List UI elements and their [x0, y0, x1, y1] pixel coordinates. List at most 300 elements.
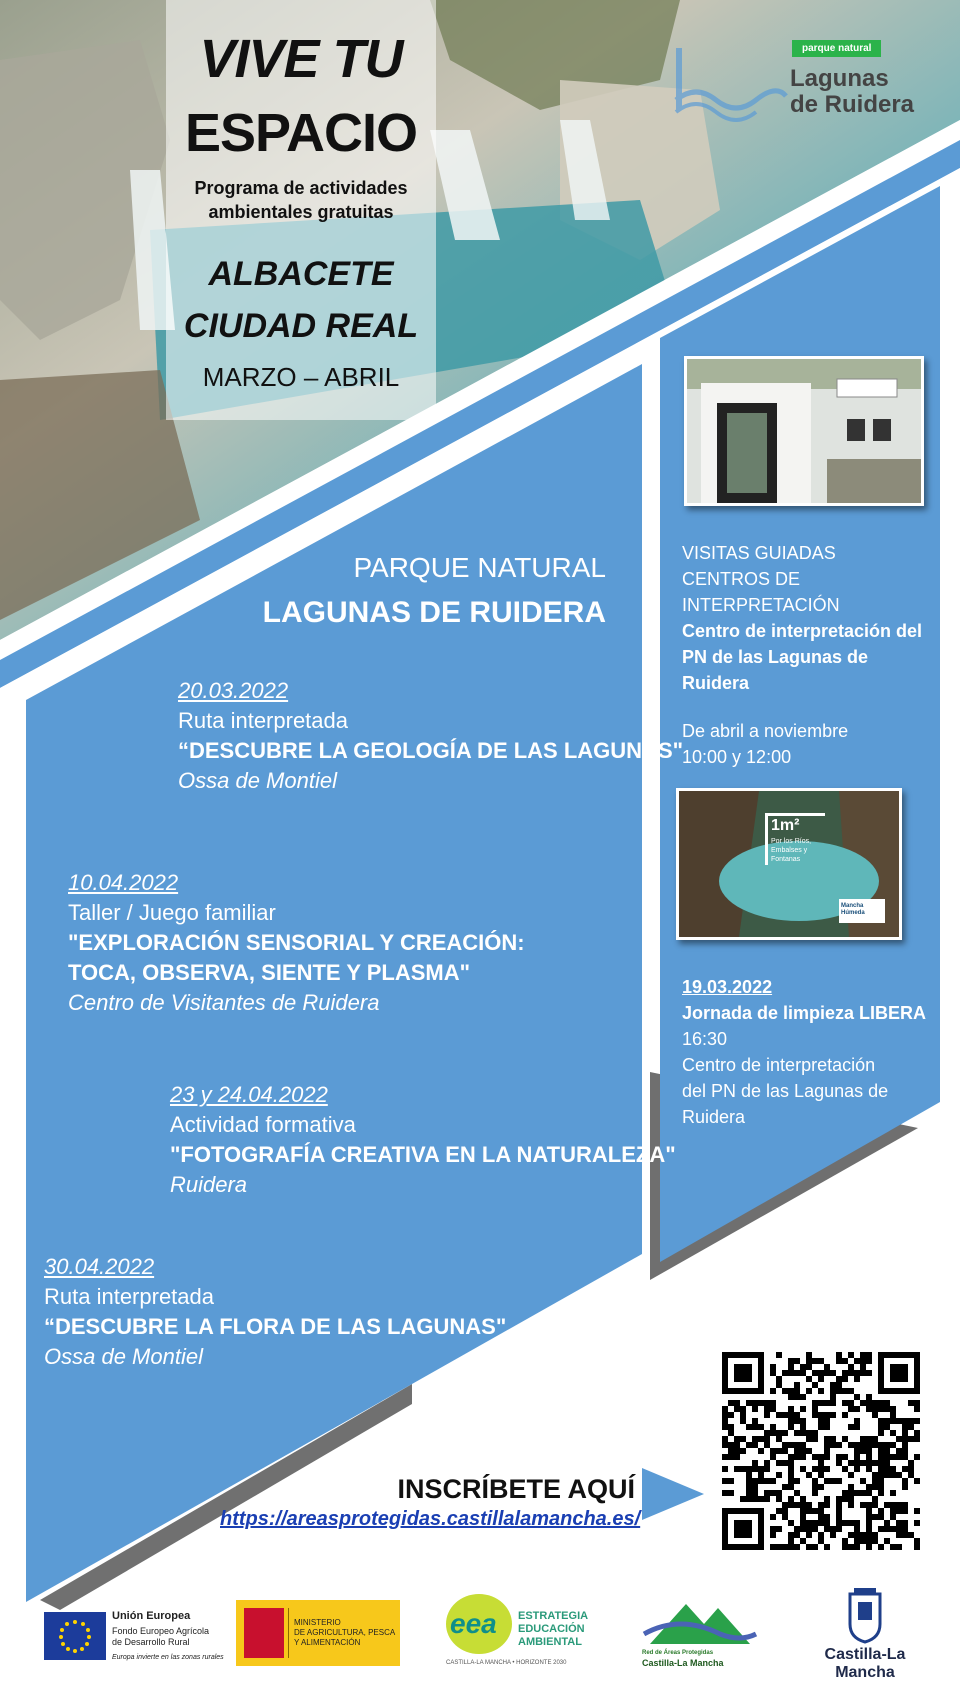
qr-module: [770, 1532, 776, 1538]
qr-module: [728, 1424, 734, 1430]
qr-module: [818, 1418, 824, 1424]
qr-module: [824, 1496, 830, 1502]
qr-module: [752, 1496, 758, 1502]
qr-module: [752, 1490, 758, 1496]
qr-module: [800, 1370, 806, 1376]
qr-module: [800, 1502, 806, 1508]
qr-module: [812, 1544, 818, 1550]
qr-module: [824, 1400, 830, 1406]
qr-module: [866, 1436, 872, 1442]
qr-module: [884, 1418, 890, 1424]
park-logo-name-line2: de Ruidera: [790, 91, 915, 118]
qr-module: [866, 1538, 872, 1544]
qr-module: [854, 1526, 860, 1532]
qr-module: [824, 1442, 830, 1448]
qr-module: [812, 1508, 818, 1514]
qr-module: [764, 1490, 770, 1496]
qr-module: [866, 1490, 872, 1496]
qr-module: [752, 1442, 758, 1448]
signup-heading: INSCRÍBETE AQUÍ: [397, 1474, 635, 1504]
qr-module: [794, 1526, 800, 1532]
qr-module: [818, 1514, 824, 1520]
qr-module: [722, 1442, 728, 1448]
qr-module: [752, 1460, 758, 1466]
qr-module: [764, 1466, 770, 1472]
eu-stars-icon: [44, 1612, 106, 1660]
qr-module: [842, 1358, 848, 1364]
qr-module: [884, 1472, 890, 1478]
qr-module: [752, 1424, 758, 1430]
qr-module: [848, 1406, 854, 1412]
qr-module: [842, 1412, 848, 1418]
qr-module: [794, 1388, 800, 1394]
qr-module: [800, 1364, 806, 1370]
qr-module: [794, 1394, 800, 1400]
libera-cleanup-block: [682, 974, 926, 1130]
qr-module: [824, 1514, 830, 1520]
qr-module: [902, 1418, 908, 1424]
qr-module: [752, 1478, 758, 1484]
qr-module: [776, 1526, 782, 1532]
qr-module: [770, 1544, 776, 1550]
qr-module: [782, 1502, 788, 1508]
qr-module: [878, 1490, 884, 1496]
qr-module: [848, 1352, 854, 1358]
qr-module: [806, 1508, 812, 1514]
event-4: [44, 1252, 506, 1372]
libera-poster-photo: [676, 788, 902, 940]
qr-module: [764, 1430, 770, 1436]
qr-module: [728, 1400, 734, 1406]
qr-module: [764, 1400, 770, 1406]
qr-module: [782, 1544, 788, 1550]
event-date: 10.04.2022: [68, 870, 179, 895]
qr-module: [818, 1484, 824, 1490]
qr-module: [830, 1382, 836, 1388]
qr-module: [866, 1466, 872, 1472]
qr-module: [836, 1358, 842, 1364]
qr-module: [818, 1370, 824, 1376]
arrow-icon: [642, 1468, 704, 1520]
qr-module: [746, 1424, 752, 1430]
qr-module: [800, 1448, 806, 1454]
qr-module: [878, 1544, 884, 1550]
qr-module: [902, 1478, 908, 1484]
qr-module: [842, 1400, 848, 1406]
qr-module: [914, 1418, 920, 1424]
qr-module: [776, 1352, 782, 1358]
qr-module: [746, 1496, 752, 1502]
qr-module: [752, 1406, 758, 1412]
qr-module: [890, 1466, 896, 1472]
qr-module: [884, 1442, 890, 1448]
qr-module: [878, 1472, 884, 1478]
qr-module: [824, 1418, 830, 1424]
qr-module: [758, 1400, 764, 1406]
red-areas-line1: Red de Áreas Protegidas: [642, 1650, 714, 1656]
qr-module: [848, 1388, 854, 1394]
qr-module: [758, 1496, 764, 1502]
qr-module: [752, 1436, 758, 1442]
event-type: Ruta interpretada: [44, 1284, 214, 1309]
qr-module: [836, 1460, 842, 1466]
qr-module: [902, 1526, 908, 1532]
qr-module: [782, 1448, 788, 1454]
qr-module: [914, 1508, 920, 1514]
qr-module: [782, 1430, 788, 1436]
qr-module: [842, 1436, 848, 1442]
eu-flag-icon: [44, 1612, 106, 1660]
qr-module: [812, 1358, 818, 1364]
qr-module: [818, 1424, 824, 1430]
qr-module: [752, 1484, 758, 1490]
qr-module: [830, 1526, 836, 1532]
qr-module: [818, 1502, 824, 1508]
qr-code[interactable]: [722, 1352, 920, 1550]
ministry-line3: Y ALIMENTACIÓN: [294, 1638, 361, 1647]
qr-module: [794, 1442, 800, 1448]
qr-module: [806, 1502, 812, 1508]
qr-module: [896, 1544, 902, 1550]
qr-module: [722, 1466, 728, 1472]
ministry-logo: [236, 1600, 400, 1666]
qr-module: [764, 1460, 770, 1466]
qr-module: [728, 1478, 734, 1484]
qr-module: [896, 1508, 902, 1514]
guided-visits-hours: 10:00 y 12:00: [682, 747, 792, 767]
qr-module: [770, 1490, 776, 1496]
qr-module: [842, 1544, 848, 1550]
park-logo-tag: parque natural: [792, 40, 881, 57]
qr-module: [734, 1454, 740, 1460]
guided-visits-block: [682, 540, 922, 770]
guided-visits-heading-3: INTERPRETACIÓN: [682, 595, 840, 615]
qr-module: [722, 1412, 728, 1418]
qr-module: [872, 1502, 878, 1508]
qr-module: [854, 1466, 860, 1472]
qr-module: [824, 1502, 830, 1508]
qr-module: [806, 1532, 812, 1538]
qr-module: [902, 1448, 908, 1454]
qr-module: [812, 1382, 818, 1388]
qr-module: [734, 1442, 740, 1448]
spain-coat-of-arms-icon: [244, 1608, 284, 1658]
event-place: Ossa de Montiel: [44, 1344, 203, 1369]
qr-module: [860, 1352, 866, 1358]
qr-module: [866, 1508, 872, 1514]
qr-module: [860, 1532, 866, 1538]
qr-module: [722, 1436, 728, 1442]
qr-module: [818, 1376, 824, 1382]
qr-module: [818, 1532, 824, 1538]
qr-module: [854, 1520, 860, 1526]
qr-module: [896, 1472, 902, 1478]
qr-module: [878, 1460, 884, 1466]
qr-module: [824, 1448, 830, 1454]
qr-module: [872, 1496, 878, 1502]
qr-module: [782, 1508, 788, 1514]
signup-link[interactable]: https://areasprotegidas.castillalamancha.es/: [220, 1508, 641, 1530]
qr-module: [908, 1532, 914, 1538]
mountains-icon: [640, 1594, 760, 1650]
qr-module: [914, 1544, 920, 1550]
castle-shield-icon: [800, 1586, 930, 1644]
qr-module: [914, 1454, 920, 1460]
qr-module: [806, 1364, 812, 1370]
poster-big-text: 1m²: [771, 817, 800, 834]
libera-title: Jornada de limpieza LIBERA: [682, 1003, 927, 1023]
qr-module: [860, 1538, 866, 1544]
qr-module: [902, 1466, 908, 1472]
qr-module: [818, 1460, 824, 1466]
guided-visits-center-1: Centro de interpretación del: [682, 621, 923, 641]
qr-module: [896, 1454, 902, 1460]
qr-module: [794, 1370, 800, 1376]
qr-module: [812, 1466, 818, 1472]
qr-module: [722, 1406, 728, 1412]
qr-module: [878, 1526, 884, 1532]
qr-module: [866, 1526, 872, 1532]
qr-module: [770, 1370, 776, 1376]
qr-module: [752, 1418, 758, 1424]
event-date: 23 y 24.04.2022: [170, 1082, 328, 1107]
qr-module: [836, 1508, 842, 1514]
qr-module: [884, 1502, 890, 1508]
qr-module: [848, 1424, 854, 1430]
qr-module: [734, 1466, 740, 1472]
libera-date: 19.03.2022: [682, 977, 773, 997]
qr-module: [854, 1406, 860, 1412]
qr-module: [884, 1406, 890, 1412]
qr-module: [770, 1364, 776, 1370]
event-1: [178, 676, 683, 796]
qr-module: [740, 1436, 746, 1442]
qr-module: [794, 1478, 800, 1484]
qr-module: [836, 1520, 842, 1526]
qr-module: [758, 1436, 764, 1442]
qr-module: [806, 1358, 812, 1364]
qr-module: [788, 1472, 794, 1478]
qr-module: [908, 1400, 914, 1406]
qr-module: [914, 1400, 920, 1406]
qr-module: [764, 1406, 770, 1412]
qr-module: [812, 1490, 818, 1496]
qr-module: [878, 1508, 884, 1514]
qr-module: [770, 1448, 776, 1454]
qr-module: [782, 1442, 788, 1448]
qr-module: [848, 1496, 854, 1502]
qr-module: [836, 1514, 842, 1520]
qr-module: [878, 1448, 884, 1454]
qr-module: [788, 1502, 794, 1508]
qr-module: [842, 1538, 848, 1544]
qr-module: [734, 1400, 740, 1406]
qr-module: [848, 1400, 854, 1406]
qr-module: [914, 1538, 920, 1544]
qr-module: [746, 1400, 752, 1406]
eea-subtitle: CASTILLA-LA MANCHA • HORIZONTE 2030: [446, 1660, 567, 1666]
qr-module: [800, 1394, 806, 1400]
eu-fund-line2: de Desarrollo Rural: [112, 1637, 190, 1647]
qr-module: [812, 1430, 818, 1436]
qr-module: [836, 1526, 842, 1532]
qr-module: [788, 1544, 794, 1550]
qr-module: [854, 1448, 860, 1454]
park-logo-name-line1: Lagunas: [790, 65, 889, 92]
qr-module: [746, 1478, 752, 1484]
qr-module: [890, 1430, 896, 1436]
qr-module: [788, 1466, 794, 1472]
qr-module: [776, 1430, 782, 1436]
qr-module: [824, 1466, 830, 1472]
qr-module: [788, 1496, 794, 1502]
qr-module: [806, 1520, 812, 1526]
qr-module: [824, 1370, 830, 1376]
qr-module: [878, 1430, 884, 1436]
qr-module: [908, 1466, 914, 1472]
qr-module: [842, 1496, 848, 1502]
ministry-line2: DE AGRICULTURA, PESCA: [294, 1628, 396, 1637]
qr-module: [794, 1532, 800, 1538]
qr-module: [878, 1406, 884, 1412]
qr-module: [866, 1454, 872, 1460]
qr-module: [860, 1478, 866, 1484]
qr-module: [800, 1466, 806, 1472]
qr-module: [890, 1544, 896, 1550]
qr-module: [860, 1358, 866, 1364]
qr-module: [896, 1448, 902, 1454]
qr-module: [842, 1370, 848, 1376]
qr-module: [854, 1358, 860, 1364]
qr-module: [788, 1364, 794, 1370]
qr-module: [806, 1430, 812, 1436]
qr-module: [800, 1496, 806, 1502]
qr-module: [830, 1394, 836, 1400]
qr-module: [860, 1370, 866, 1376]
qr-module: [902, 1430, 908, 1436]
qr-module: [872, 1538, 878, 1544]
qr-module: [788, 1418, 794, 1424]
qr-module: [914, 1520, 920, 1526]
qr-module: [854, 1454, 860, 1460]
qr-module: [908, 1424, 914, 1430]
qr-module: [776, 1460, 782, 1466]
eea-mark-text: eea: [450, 1608, 497, 1639]
qr-module: [854, 1418, 860, 1424]
qr-module: [860, 1400, 866, 1406]
qr-module: [764, 1412, 770, 1418]
qr-module: [770, 1478, 776, 1484]
qr-module: [794, 1490, 800, 1496]
qr-module: [812, 1520, 818, 1526]
qr-module: [860, 1448, 866, 1454]
qr-module: [824, 1424, 830, 1430]
qr-module: [806, 1472, 812, 1478]
qr-module: [860, 1490, 866, 1496]
qr-finder: [890, 1364, 908, 1382]
qr-module: [896, 1532, 902, 1538]
eu-fund-line1: Fondo Europeo Agrícola: [112, 1626, 210, 1636]
qr-module: [836, 1388, 842, 1394]
qr-module: [746, 1466, 752, 1472]
qr-module: [722, 1478, 728, 1484]
interpretation-center-photo: [684, 356, 924, 506]
qr-module: [824, 1412, 830, 1418]
qr-module: [800, 1406, 806, 1412]
qr-module: [854, 1394, 860, 1400]
qr-module: [740, 1412, 746, 1418]
qr-module: [740, 1406, 746, 1412]
event-type: Actividad formativa: [170, 1112, 356, 1137]
qr-module: [860, 1502, 866, 1508]
event-title-line2: TOCA, OBSERVA, SIENTE Y PLASMA": [68, 960, 471, 985]
qr-module: [740, 1496, 746, 1502]
event-title: "FOTOGRAFÍA CREATIVA EN LA NATURALEZA": [170, 1142, 676, 1167]
guided-visits-period: De abril a noviembre: [682, 721, 849, 741]
poster-caption: Por los Ríos, Embalses y Fontanas: [771, 838, 812, 863]
qr-module: [818, 1538, 824, 1544]
qr-module: [800, 1454, 806, 1460]
qr-module: [788, 1520, 794, 1526]
qr-module: [788, 1406, 794, 1412]
qr-module: [866, 1370, 872, 1376]
qr-module: [848, 1460, 854, 1466]
qr-module: [806, 1352, 812, 1358]
qr-module: [776, 1412, 782, 1418]
qr-module: [776, 1508, 782, 1514]
qr-module: [824, 1478, 830, 1484]
qr-module: [914, 1436, 920, 1442]
qr-module: [878, 1484, 884, 1490]
clm-name: Castilla-La Mancha: [824, 1646, 906, 1681]
event-place: Centro de Visitantes de Ruidera: [68, 990, 380, 1015]
qr-module: [812, 1526, 818, 1532]
qr-module: [800, 1538, 806, 1544]
qr-module: [830, 1442, 836, 1448]
qr-module: [866, 1448, 872, 1454]
qr-module: [902, 1436, 908, 1442]
qr-module: [794, 1454, 800, 1460]
qr-module: [794, 1418, 800, 1424]
qr-module: [890, 1508, 896, 1514]
qr-module: [914, 1430, 920, 1436]
qr-module: [788, 1358, 794, 1364]
qr-module: [902, 1532, 908, 1538]
qr-module: [776, 1544, 782, 1550]
event-place: Ruidera: [170, 1172, 248, 1197]
qr-module: [872, 1478, 878, 1484]
qr-module: [890, 1472, 896, 1478]
qr-module: [848, 1484, 854, 1490]
qr-module: [836, 1376, 842, 1382]
qr-module: [902, 1508, 908, 1514]
qr-module: [872, 1472, 878, 1478]
event-2: [68, 868, 525, 1018]
event-3: [170, 1080, 676, 1200]
qr-module: [824, 1454, 830, 1460]
title-line-2: ESPACIO: [184, 103, 418, 163]
qr-module: [788, 1442, 794, 1448]
guided-visits-center-3: Ruidera: [682, 673, 750, 693]
qr-module: [902, 1454, 908, 1460]
event-date: 30.04.2022: [44, 1254, 155, 1279]
qr-module: [812, 1454, 818, 1460]
park-heading-line2: LAGUNAS DE RUIDERA: [262, 596, 606, 629]
qr-module: [884, 1466, 890, 1472]
qr-module: [806, 1544, 812, 1550]
eea-line2: EDUCACIÓN: [518, 1623, 585, 1635]
qr-module: [896, 1526, 902, 1532]
